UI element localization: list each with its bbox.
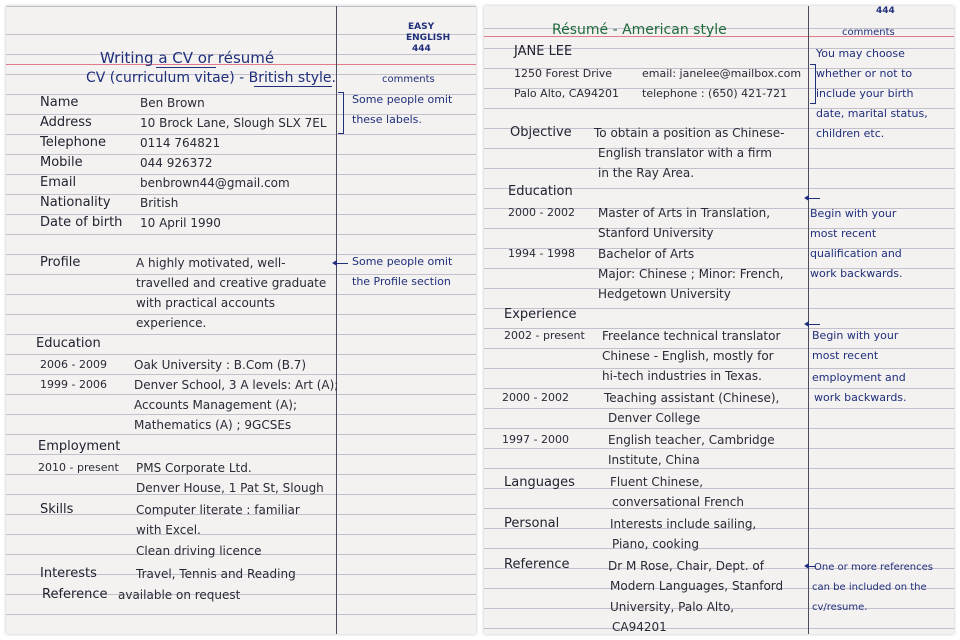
applicant-name: JANE LEE — [514, 44, 573, 59]
contact-line: telephone : (650) 421-721 — [642, 87, 788, 100]
experience-line: Teaching assistant (Chinese), — [604, 391, 780, 405]
personal-line: Piano, cooking — [612, 537, 700, 551]
comment-personal-line: date, marital status, — [816, 107, 928, 120]
personal-line: Interests include sailing, — [610, 517, 757, 531]
education-line: Stanford University — [598, 226, 714, 240]
profile-line: experience. — [136, 316, 207, 330]
logo-line-2: ENGLISH — [406, 33, 451, 43]
education-line: Major: Chinese ; Minor: French, — [598, 267, 784, 281]
languages-line: conversational French — [612, 495, 744, 509]
field-label: Telephone — [40, 135, 107, 150]
comments-heading: comments — [842, 27, 895, 38]
cv-subtitle: CV (curriculum vitae) - British style. — [86, 70, 336, 86]
field-value: 0114 764821 — [140, 136, 221, 150]
field-label: Nationality — [40, 195, 111, 210]
comment-profile-line-1: Some people omit — [352, 255, 453, 268]
comment-education-line: work backwards. — [810, 267, 903, 280]
comment-experience-line: Begin with your — [812, 329, 899, 342]
comments-heading: comments — [382, 74, 435, 85]
education-date: 1994 - 1998 — [508, 247, 575, 260]
experience-line: English teacher, Cambridge — [608, 433, 775, 447]
reference-label: Reference — [42, 587, 108, 602]
comment-labels-line-1: Some people omit — [352, 93, 453, 106]
arrow-left-icon — [808, 324, 820, 325]
page-number: 444 — [876, 6, 895, 16]
education-line: Master of Arts in Translation, — [598, 206, 771, 220]
education-line: Accounts Management (A); — [134, 398, 297, 412]
field-label: Name — [40, 95, 79, 110]
education-date: 2000 - 2002 — [508, 206, 575, 219]
field-value: benbrown44@gmail.com — [140, 176, 290, 190]
comment-experience-line: work backwards. — [814, 391, 907, 404]
field-value: 10 Brock Lane, Slough SLX 7EL — [140, 116, 327, 130]
objective-label: Objective — [510, 125, 572, 140]
objective-line: English translator with a firm — [598, 146, 772, 160]
reference-line: Dr M Rose, Chair, Dept. of — [608, 559, 764, 573]
experience-heading: Experience — [504, 307, 577, 322]
comment-education-line: qualification and — [810, 247, 902, 260]
comment-personal-line: whether or not to — [816, 67, 913, 80]
comment-education-line: most recent — [810, 227, 877, 240]
experience-line: Freelance technical translator — [602, 329, 781, 343]
employment-date: 2010 - present — [38, 461, 119, 474]
comment-reference-line: cv/resume. — [812, 602, 868, 613]
comment-reference-line: can be included on the — [812, 582, 927, 593]
comment-experience-line: most recent — [812, 349, 879, 362]
languages-line: Fluent Chinese, — [610, 475, 704, 489]
education-date: 1999 - 2006 — [40, 378, 107, 391]
experience-line: Chinese - English, mostly for — [602, 349, 774, 363]
field-value: 10 April 1990 — [140, 216, 221, 230]
education-line: Bachelor of Arts — [598, 247, 695, 261]
page-title: Résumé - American style — [552, 22, 727, 38]
experience-line: hi-tech industries in Texas. — [602, 369, 762, 383]
comments-column-divider — [808, 6, 809, 634]
education-date: 2006 - 2009 — [40, 358, 107, 371]
skills-line: with Excel. — [136, 523, 201, 537]
profile-label: Profile — [40, 255, 81, 270]
field-value: 044 926372 — [140, 156, 213, 170]
field-value: British — [140, 196, 179, 210]
education-line: Hedgetown University — [598, 287, 731, 301]
subtitle-underline — [254, 86, 332, 87]
arrow-left-icon — [336, 263, 348, 264]
experience-date: 2000 - 2002 — [502, 391, 569, 404]
field-label: Email — [40, 175, 77, 190]
comment-personal-line: You may choose — [816, 47, 905, 60]
education-line: Denver School, 3 A levels: Art (A); — [134, 378, 339, 392]
experience-line: Denver College — [608, 411, 701, 425]
objective-line: in the Ray Area. — [598, 166, 695, 180]
comment-personal-line: children etc. — [816, 127, 885, 140]
contact-line: email: janelee@mailbox.com — [642, 67, 802, 80]
comment-profile-line-2: the Profile section — [352, 275, 451, 288]
skills-line: Computer literate : familiar — [136, 503, 300, 517]
education-line: Mathematics (A) ; 9GCSEs — [134, 418, 292, 432]
comment-experience-line: employment and — [812, 371, 906, 384]
field-label: Mobile — [40, 155, 83, 170]
comment-education-line: Begin with your — [810, 207, 897, 220]
skills-line: Clean driving licence — [136, 544, 262, 558]
field-value: Ben Brown — [140, 96, 205, 110]
address-line: Palo Alto, CA94201 — [514, 87, 619, 100]
logo-line-3: 444 — [412, 44, 431, 54]
profile-line: A highly motivated, well- — [136, 256, 286, 270]
labels-bracket — [338, 92, 344, 134]
interests-label: Interests — [40, 566, 97, 581]
address-line: 1250 Forest Drive — [514, 67, 613, 80]
arrow-left-icon — [808, 198, 820, 199]
reference-line: University, Palo Alto, — [610, 600, 735, 614]
comment-personal-line: include your birth — [816, 87, 914, 100]
personal-label: Personal — [504, 516, 560, 531]
reference-label: Reference — [504, 557, 570, 572]
reference-value: available on request — [118, 588, 241, 602]
skills-label: Skills — [40, 502, 74, 517]
field-label: Address — [40, 115, 92, 130]
languages-label: Languages — [504, 475, 575, 490]
employment-heading: Employment — [38, 439, 121, 454]
field-label: Date of birth — [40, 215, 123, 230]
experience-date: 1997 - 2000 — [502, 433, 569, 446]
education-heading: Education — [36, 336, 101, 351]
american-resume-sheet — [484, 6, 954, 634]
objective-line: To obtain a position as Chinese- — [594, 126, 785, 140]
interests-value: Travel, Tennis and Reading — [136, 567, 296, 581]
profile-line: travelled and creative graduate — [136, 276, 327, 290]
experience-date: 2002 - present — [504, 329, 585, 342]
comment-reference-line: One or more references — [814, 562, 933, 573]
british-cv-sheet — [6, 6, 476, 634]
employment-line: PMS Corporate Ltd. — [136, 461, 252, 475]
reference-line: Modern Languages, Stanford — [610, 579, 784, 593]
comment-labels-line-2: these labels. — [352, 113, 422, 126]
education-line: Oak University : B.Com (B.7) — [134, 358, 307, 372]
reference-line: CA94201 — [612, 620, 667, 634]
experience-line: Institute, China — [608, 453, 700, 467]
logo-line-1: EASY — [408, 22, 435, 32]
comments-column-divider — [336, 6, 337, 634]
profile-line: with practical accounts — [136, 296, 275, 310]
page-title: Writing a CV or résumé — [100, 49, 275, 67]
employment-line: Denver House, 1 Pat St, Slough — [136, 481, 324, 495]
education-heading: Education — [508, 184, 573, 199]
